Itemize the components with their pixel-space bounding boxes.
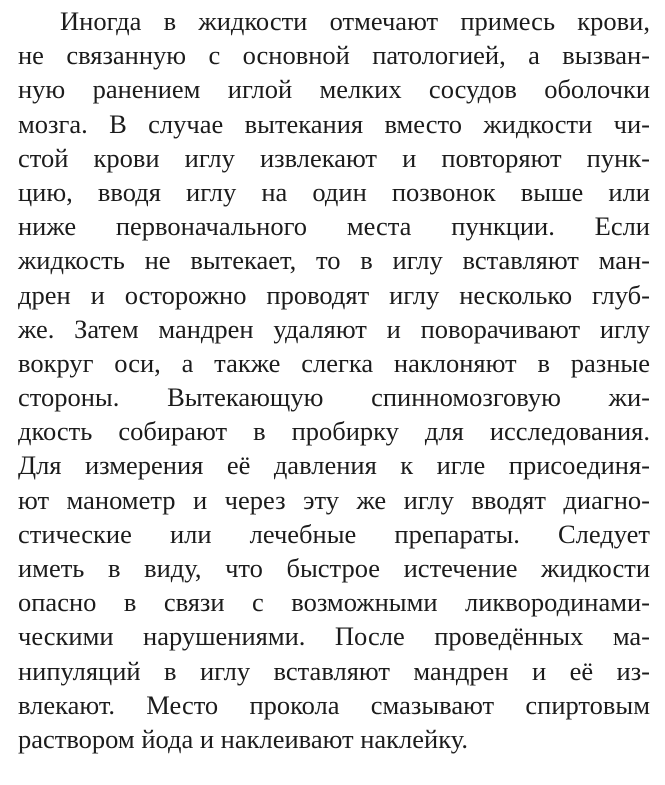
paragraph-line: не связанную с основной патологией, а вызван- [18,40,650,71]
paragraph-line: стороны. Вытекающую спинномозговую жи- [18,382,650,413]
paragraph-line: дрен и осторожно проводят иглу несколько глуб- [18,279,650,310]
paragraph-line: ную ранением иглой мелких сосудов оболочки [18,74,650,105]
paragraph-line: дкость собирают в пробирку для исследования. [18,416,650,447]
paragraph-line: цию, вводя иглу на один позвонок выше или [18,176,650,207]
paragraph-line: мозга. В случае вытекания вместо жидкости чи- [18,108,650,139]
paragraph-line: опасно в связи с возможными ликвородинами- [18,587,650,618]
paragraph-line: жидкость не вытекает, то в иглу вставляют ман- [18,245,650,276]
paragraph-line: стой крови иглу извлекают и повторяют пунк- [18,142,650,173]
paragraph-line: ческими нарушениями. После проведённых ма- [18,621,650,652]
paragraph-line: стические или лечебные препараты. Следует [18,518,650,549]
paragraph-line: ниже первоначального места пункции. Если [18,211,650,242]
paragraph-line: раствором йода и наклеивают наклейку. [18,723,468,754]
paragraph-line: ют манометр и через эту же иглу вводят диагно- [18,484,650,515]
body-paragraph [18,4,650,756]
paragraph-line: влекают. Место прокола смазывают спиртовым [18,689,650,720]
paragraph-line: иметь в виду, что быстрое истечение жидкости [18,553,650,583]
paragraph-line: нипуляций в иглу вставляют мандрен и её из- [18,655,650,686]
paragraph-line: Иногда в жидкости отмечают примесь крови, [60,6,650,36]
paragraph-line: вокруг оси, а также слегка наклоняют в разные [18,347,650,378]
paragraph-line: же. Затем мандрен удаляют и поворачивают иглу [18,313,650,344]
paragraph-line: Для измерения её давления к игле присоединя- [18,450,650,481]
